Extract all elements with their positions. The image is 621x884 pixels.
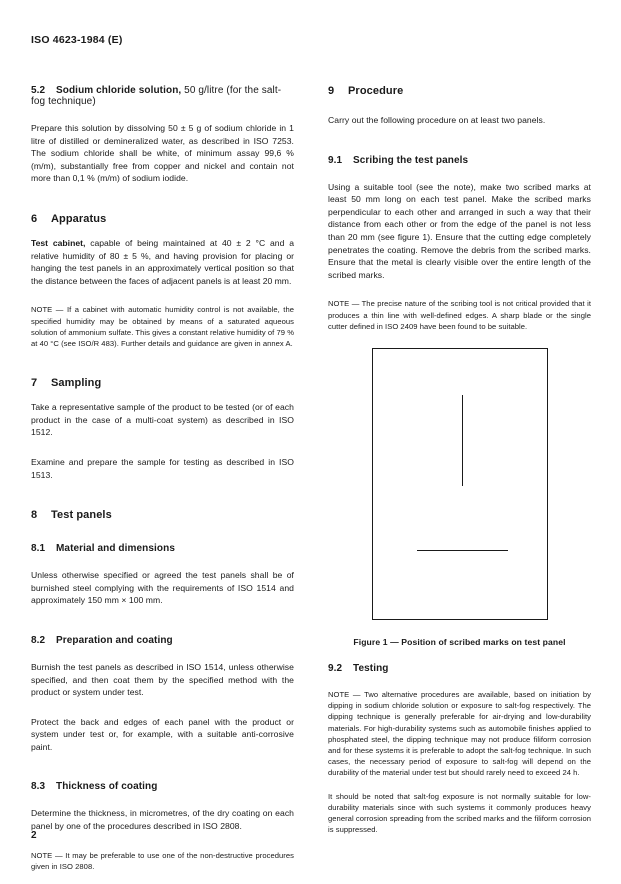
note-9-2-2: It should be noted that salt-fog exposure is not normally suitable for low-durability materials since with such systems it commonly produces heavy general corrosion spreading from the scribed marks and the filiform corrosion is suppressed. (328, 791, 591, 835)
heading-clause-5-2 (31, 85, 294, 107)
note-8-3-1: NOTE — It may be preferable to use one of the non-destructive procedures given in ISO 2808. (31, 850, 294, 871)
para-8-1-1: Unless otherwise specified or agreed the test panels shall be of burnished steel complying with the requirements of ISO 1514 and approximately 150 mm × 100 mm. (31, 570, 294, 606)
heading-clause-8-2 (31, 635, 294, 646)
clause-number-8-3: 8.3 (31, 781, 46, 793)
heading-clause-6 (31, 213, 294, 225)
para-6-1-text: capable of being maintained at 40 ± 2 °C and a relative humidity of 80 ± 5 %, and having provision for placing or hanging the test panels in an approximately vertical position so that the distance between the faces of adjacent panels is at least 20 mm. (31, 237, 294, 286)
left-column (31, 85, 294, 884)
clause-title-5-2: Sodium chloride solution, (56, 85, 182, 96)
clause-title-8-3: Thickness of coating (56, 781, 158, 793)
right-column (328, 85, 591, 884)
para-9-1: Carry out the following procedure on at least two panels. (328, 115, 546, 125)
page-number: 2 (31, 830, 37, 841)
page-header: ISO 4623-1984 (E) (31, 34, 123, 46)
figure-1 (328, 348, 591, 647)
clause-title-8-2: Preparation and coating (56, 634, 173, 646)
clause-number-9-1: 9.1 (328, 154, 343, 166)
clause-number-9-2: 9.2 (328, 662, 343, 674)
figure-1-caption: Figure 1 — Position of scribed marks on test panel (353, 636, 566, 647)
clause-number-8: 8 (31, 509, 38, 522)
para-7-2: Examine and prepare the sample for testing as described in ISO 1513. (31, 456, 294, 480)
note-9-1-1: NOTE — The precise nature of the scribing tool is not critical provided that it produces a thin line with well-defined edges. A sharp blade or the single cutter defined in ISO 2409 have been found to be suitable. (328, 299, 591, 331)
spacer (31, 765, 294, 781)
para-8-2-2: Protect the back and edges of each panel with the product or system under test or, for example, with a suitable anti-corrosive paint. (31, 716, 294, 752)
clause-title-9-2: Testing (353, 662, 389, 674)
spacer (31, 533, 294, 543)
heading-clause-9 (328, 85, 591, 97)
test-panel-outline (372, 348, 548, 620)
para-9-1-1: Using a suitable tool (see the note), make two scribed marks at least 50 mm long on each test panel. Make the scribed marks perpendicular to each other and arranged in such a way that their distance from each other or from the edge of the panel is not less than 20 mm (see figure 1). Ensure that the cutting edge completely penetrates the coating. Remove the debris from the scribed marks. Ensure that the metal is clearly visible over the entire length of the scribed marks. (328, 181, 591, 280)
two-column-body (31, 85, 591, 884)
clause-title-5-2-rest: 50 g/litre (for the salt-fog technique) (31, 85, 282, 107)
heading-clause-8-3 (31, 781, 294, 792)
heading-clause-8 (31, 509, 294, 521)
para-8-3-1: Determine the thickness, in micrometres, of the dry coating on each panel by one of the procedures described in ISO 2808. (31, 808, 294, 832)
spacer (31, 619, 294, 635)
clause-number-8-1: 8.1 (31, 543, 46, 555)
clause-title-8-1: Material and dimensions (56, 543, 175, 555)
spacer (31, 493, 294, 509)
spacer (328, 647, 591, 663)
clause-title-9-1: Scribing the test panels (353, 154, 469, 166)
vertical-scribed-mark-icon (462, 395, 463, 486)
note-9-2-1: NOTE — Two alternative procedures are available, based on initiation by dipping in sodium chloride solution or exposure to salt-fog respectively. The dipping technique is generally preferable for air-drying and low-durability materials. For high-durability systems such as automobile finishes applied to phosphated steel, the dipping technique may not produce filiform corrosion and for these systems it is preferable to adopt the salt-fog technique. In such cases, the necessary period of exposure to salt-fog will depend on the durability of the material under test but should rarely need to exceed 24 h. (328, 689, 591, 778)
clause-number-9: 9 (328, 85, 335, 97)
clause-title-8: Test panels (51, 509, 112, 522)
heading-clause-9-1 (328, 155, 591, 166)
clause-number-5-2: 5.2 (31, 85, 46, 96)
heading-clause-8-1 (31, 543, 294, 554)
clause-number-8-2: 8.2 (31, 634, 46, 646)
horizontal-scribed-mark-icon (417, 550, 508, 551)
clause-title-6: Apparatus (51, 212, 107, 225)
clause-number-6: 6 (31, 212, 38, 225)
clause-number-7: 7 (31, 377, 38, 390)
para-6-1-lead: Test cabinet, (31, 237, 86, 248)
clause-title-9: Procedure (348, 85, 404, 97)
heading-clause-9-2 (328, 663, 591, 674)
heading-clause-7 (31, 377, 294, 389)
spacer (31, 197, 294, 213)
para-6-1 (31, 237, 294, 287)
para-5-2-1: Prepare this solution by dissolving 50 ± 5 g of sodium chloride in 1 litre of distilled or demineralized water, as described in ISO 7253. The sodium chloride shall be white, of minimum assay 99,6 % (m/m), substantially free from copper and nickel and contain not more than 0,1 % (m/m) of sodium iodide. (31, 123, 294, 184)
para-8-2-1: Burnish the test panels as described in ISO 1514, unless otherwise specified, and then coat them by the specified method with the product or system under test. (31, 661, 294, 698)
spacer (328, 139, 591, 155)
note-6-1: NOTE — If a cabinet with automatic humidity control is not available, the specified humidity may be obtained by means of a saturated aqueous solution of ammonium sulfate. This gives a constant relative humidity of 79 % at 40 °C (see ISO/R 483). Further details and guidance are given in annex A. (31, 305, 294, 348)
para-7-1: Take a representative sample of the product to be tested (or of each product in the case of a multi-coat system) as described in ISO 1512. (31, 402, 294, 438)
clause-title-7: Sampling (51, 377, 102, 390)
spacer (31, 361, 294, 377)
